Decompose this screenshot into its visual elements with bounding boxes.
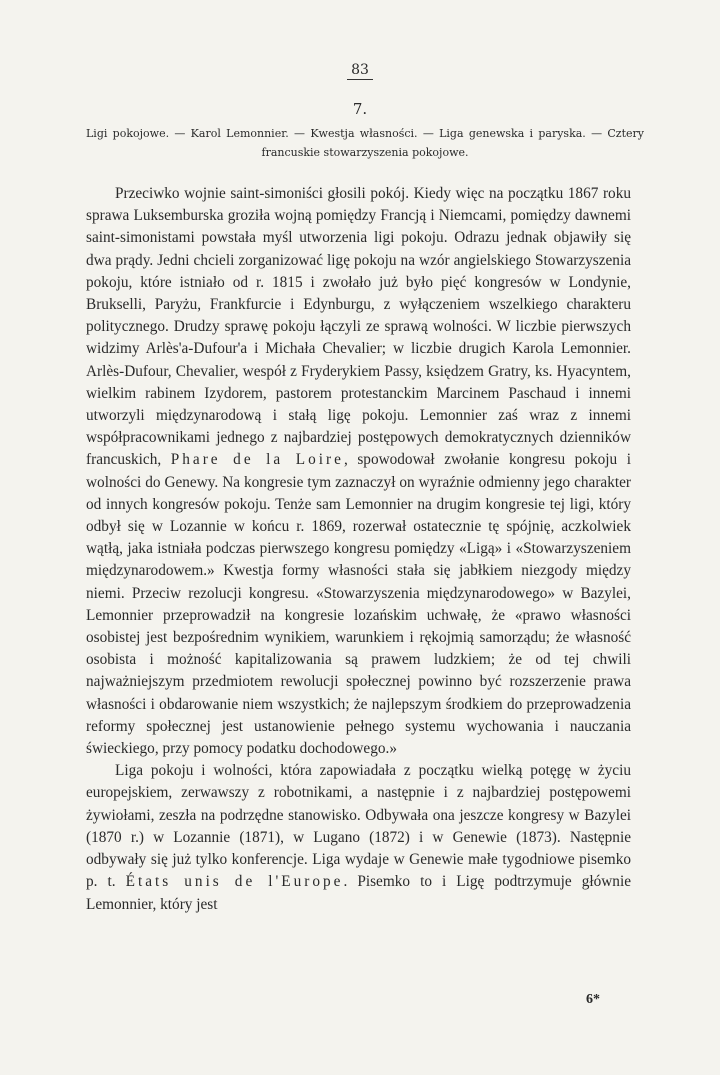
paragraph: Przeciwko wojnie saint-simoniści głosili pokój. Kiedy więc na początku 1867 roku sprawa Luksemburska groziła wojną pomiędzy Francją i Niemcami, pomiędzy dawnemi saint-simonistami powstała myśl utworzenia ligi pokoju. Odrazu jednak objawiły się dwa prądy. Jedni chcieli zorganizować ligę pokoju na wzór angielskiego Stowarzyszenia pokoju, które istniało od r. 1815 i zwołało już było pięć kongresów w Londynie, Brukselli, Paryżu, Frankfurcie i Edynburgu, z wyłączeniem wszelkiego charakteru politycznego. Drudzy sprawę pokoju łączyli ze sprawą wolności. W liczbie pierwszych widzimy Arlès'a-Dufour'a i Michała Chevalier; w liczbie drugich Karola Lemonnier. Arlès-Dufour, Chevalier, wespół z Fryderykiem Passy, księdzem Gratry, ks. Hyacyntem, wielkim rabinem Izydorem, pastorem protestanckim Marcinem Paschaud i innemi utworzyli międzynarodową i stałą ligę pokoju. Lemonnier zaś wraz z innemi współpracownikami jednego z najbardziej postępowych demokratycznych dzienników francuskich, Phare de la Loire, spowodował zwołanie kongresu pokoju i wolności do Genewy. Na kongresie tym zaznaczył on wyraźnie odmienny jego charakter od innych kongresów pokoju. Tenże sam Lemonnier na drugim kongresie tej ligi, który odbył się w Lozannie w końcu r. 1869, rozerwał ostatecznie tę spójnię, aczkolwiek wątłą, jaka istniała podczas pierwszego kongresu pomiędzy «Ligą» i «Stowarzyszeniem międzynarodowem.» Kwestja formy własności stała się jabłkiem niezgody między niemi. Przeciw rezolucji kongresu. «Stowarzyszenia międzynarodowego» w Bazylei, Lemonnier przeprowadził na kongresie lozańskim uchwałę, że «prawo własności osobistej jest bezpośrednim wynikiem, warunkiem i rękojmią samorządu; że własność osobista i możność kapitalizowania są prawem ludzkiem; że od tej chwili najważniejszym przedmiotem rewolucji społecznej powinno być rozszerzenie prawa własności i obdarowanie niem wszystkich; że najlepszym środkiem do przeprowadzenia reformy społecznej jest ustanowienie pełnego systemu wychowania i nauczania świeckiego, przy pomocy podatku dochodowego.»: [86, 185, 632, 758]
periodical-title: États unis de l'Europe: [125, 873, 344, 891]
chapter-summary: Ligi pokojowe. — Karol Lemonnier. — Kwestja własności. — Liga genewska i paryska. — Cztery francuskie stowarzyszenia pokojowe.: [86, 127, 644, 159]
paragraph: Liga pokoju i wolności, która zapowiadała z początku wielką potęgę w życiu europejskiem, zerwawszy z robotnikami, a następnie i z najbardziej postępowemi żywiołami, zeszła na podrzędne stanowisko. Odbywała ona jeszcze kongresy w Bazylei (1870 r.) w Lozannie (1871), w Lugano (1872) i w Genewie (1873). Następnie odbywały się już tylko konferencje. Liga wydaje w Genewie małe tygodniowe pisemko p. t. États unis de l'Europe. Pisemko to i Ligę podtrzymuje głównie Lemonnier, który jest: [86, 762, 631, 913]
newspaper-title: Phare de la Loire: [170, 451, 344, 469]
page-number: 83: [0, 62, 720, 78]
chapter-number: 7.: [352, 100, 368, 118]
signature-mark: 6*: [586, 992, 600, 1007]
body-text: [86, 183, 631, 916]
